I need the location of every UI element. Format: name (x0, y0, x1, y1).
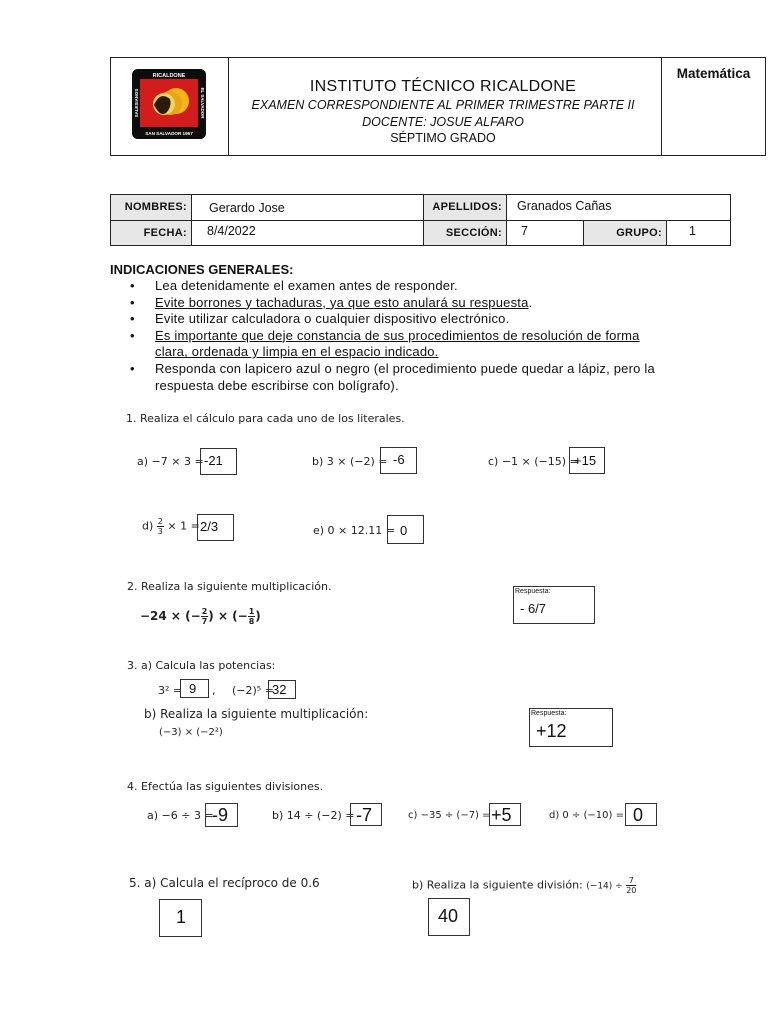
grade-line: SÉPTIMO GRADO (390, 131, 496, 145)
q5-b-answer[interactable]: 40 (428, 898, 470, 936)
q3-p2-label: (−2)⁵ = (232, 684, 274, 697)
fraction-denominator: 8 (248, 617, 255, 626)
fraction-numerator: 1 (248, 607, 255, 616)
exam-header (110, 57, 766, 156)
q1-c-answer[interactable]: +15 (569, 447, 605, 474)
fraction-denominator: 3 (157, 527, 163, 536)
q3-p1-answer[interactable]: 9 (180, 679, 209, 698)
indication-item: • Responda con lapicero azul o negro (el procedimiento puede quedar a lápiz, pero la respuesta debe escribirse con bolígrafo). (130, 361, 670, 394)
q1-e-answer[interactable]: 0 (387, 515, 424, 544)
q2-expr-mid: ) × (− (208, 609, 248, 623)
q3-p1-label: 3² = (158, 684, 183, 697)
indication-item: • Evite utilizar calculadora o cualquier dispositivo electrónico. (130, 311, 670, 328)
q1-e-label: e) 0 × 12.11 = (313, 524, 395, 537)
indications-title: INDICACIONES GENERALES: (110, 262, 294, 277)
q4-a-answer[interactable]: -9 (205, 803, 238, 827)
fraction-numerator: 7 (626, 876, 636, 886)
grupo-value: 1 (689, 224, 696, 238)
q1-b-answer[interactable]: -6 (380, 447, 417, 474)
q3-b-answer: +12 (536, 721, 567, 741)
subject-name: Matemática (676, 66, 751, 81)
q1-d-prefix: d) (142, 519, 154, 533)
indication-text: Es importante que deje constancia de sus procedimientos de resolución de forma clara, ordenada y limpia en el espacio indicado. (155, 327, 640, 360)
response-label: Respuesta: (515, 588, 551, 595)
q4-c-label: c) −35 ÷ (−7) = (408, 810, 491, 821)
q2-answer: - 6/7 (520, 601, 547, 616)
q1-b-label: b) 3 × (−2) = (312, 455, 388, 468)
fecha-value: 8/4/2022 (207, 224, 256, 238)
q3-title: 3. a) Calcula las potencias: (127, 659, 276, 672)
indication-suffix: . (528, 294, 533, 310)
q5-b-title: b) Realiza la siguiente división: (412, 878, 583, 892)
fraction (626, 876, 636, 895)
indication-text: Evite borrones y tachaduras, ya que esto anulará su respuesta (155, 294, 529, 310)
logo-right-text: EL SALVADOR (200, 87, 205, 119)
logo-bottom-text: SAN SALVADOR 1957 (145, 131, 193, 136)
q4-a-label: a) −6 ÷ 3 = (147, 809, 214, 822)
q1-title: 1. Realiza el cálculo para cada uno de los literales. (126, 412, 405, 425)
seccion-label: SECCIÓN: (424, 221, 506, 245)
logo-left-text: SALESIANOS (134, 88, 139, 118)
fraction (157, 517, 164, 536)
col-divider (191, 195, 192, 245)
q3-b-expression: (−3) × (−2²) (159, 727, 223, 738)
q5-b-expression: (−14) ÷ (586, 881, 623, 892)
school-name: INSTITUTO TÉCNICO RICALDONE (309, 78, 577, 95)
q2-response-box[interactable] (513, 586, 595, 624)
logo-top-text: RICALDONE (152, 73, 186, 79)
apellidos-value: Granados Cañas (517, 199, 612, 213)
q1-a-answer[interactable]: -21 (200, 448, 237, 475)
teacher-line (228, 115, 658, 129)
nombres-value: Gerardo Jose (209, 201, 285, 215)
fraction-denominator: 7 (201, 617, 208, 626)
q2-expression (140, 607, 261, 626)
q3-separator: , (212, 684, 216, 697)
indication-item: • Lea detenidamente el examen antes de responder. (130, 278, 670, 295)
q4-b-label: b) 14 ÷ (−2) = (272, 809, 355, 822)
q2-expr-start: −24 × (− (140, 609, 201, 623)
q5-a-title: 5. a) Calcula el recíproco de 0.6 (129, 876, 320, 890)
fraction-denominator: 20 (626, 886, 637, 895)
indication-item (130, 295, 670, 312)
q3-b-title: b) Realiza la siguiente multiplicación: (144, 707, 369, 721)
q4-d-answer[interactable]: 0 (625, 803, 657, 826)
nombres-label: NOMBRES: (111, 195, 191, 220)
fecha-label: FECHA: (111, 221, 191, 245)
apellidos-label: APELLIDOS: (424, 195, 506, 220)
q4-c-answer[interactable]: +5 (489, 803, 521, 826)
response-label: Respuesta: (531, 710, 567, 717)
fraction-numerator: 2 (201, 607, 208, 616)
q3-p2-answer[interactable]: 32 (268, 680, 296, 699)
q1-a-label: a) −7 × 3 = (137, 455, 204, 468)
q2-expr-end: ) (255, 609, 261, 623)
q1-d-expr (142, 517, 200, 536)
indications-list (130, 278, 670, 394)
q5-b-title-line (412, 876, 636, 895)
student-info-table (110, 194, 731, 246)
exam-subtitle: EXAMEN CORRESPONDIENTE AL PRIMER TRIMESTRE PARTE II (251, 98, 635, 112)
grupo-label: GRUPO: (584, 221, 666, 245)
q1-d-answer[interactable]: 2/3 (197, 514, 234, 541)
q4-d-label: d) 0 ÷ (−10) = (549, 810, 624, 821)
teacher-name: JOSUE ALFARO (430, 115, 524, 129)
q2-title: 2. Realiza la siguiente multiplicación. (127, 580, 332, 593)
seccion-value: 7 (521, 224, 528, 238)
school-logo (132, 69, 206, 139)
q3-response-box[interactable] (529, 708, 613, 747)
q5-a-answer[interactable]: 1 (159, 899, 202, 937)
fraction-numerator: 2 (157, 517, 163, 526)
q4-title: 4. Efectúa las siguientes divisiones. (127, 780, 324, 793)
col-divider (506, 195, 507, 245)
indication-item (130, 328, 670, 361)
teacher-label: DOCENTE: (362, 115, 431, 129)
q4-b-answer[interactable]: -7 (350, 803, 382, 826)
q1-c-label: c) −1 × (−15) = (488, 455, 579, 468)
q1-d-suffix: × 1 = (167, 519, 200, 533)
col-divider (666, 220, 667, 245)
